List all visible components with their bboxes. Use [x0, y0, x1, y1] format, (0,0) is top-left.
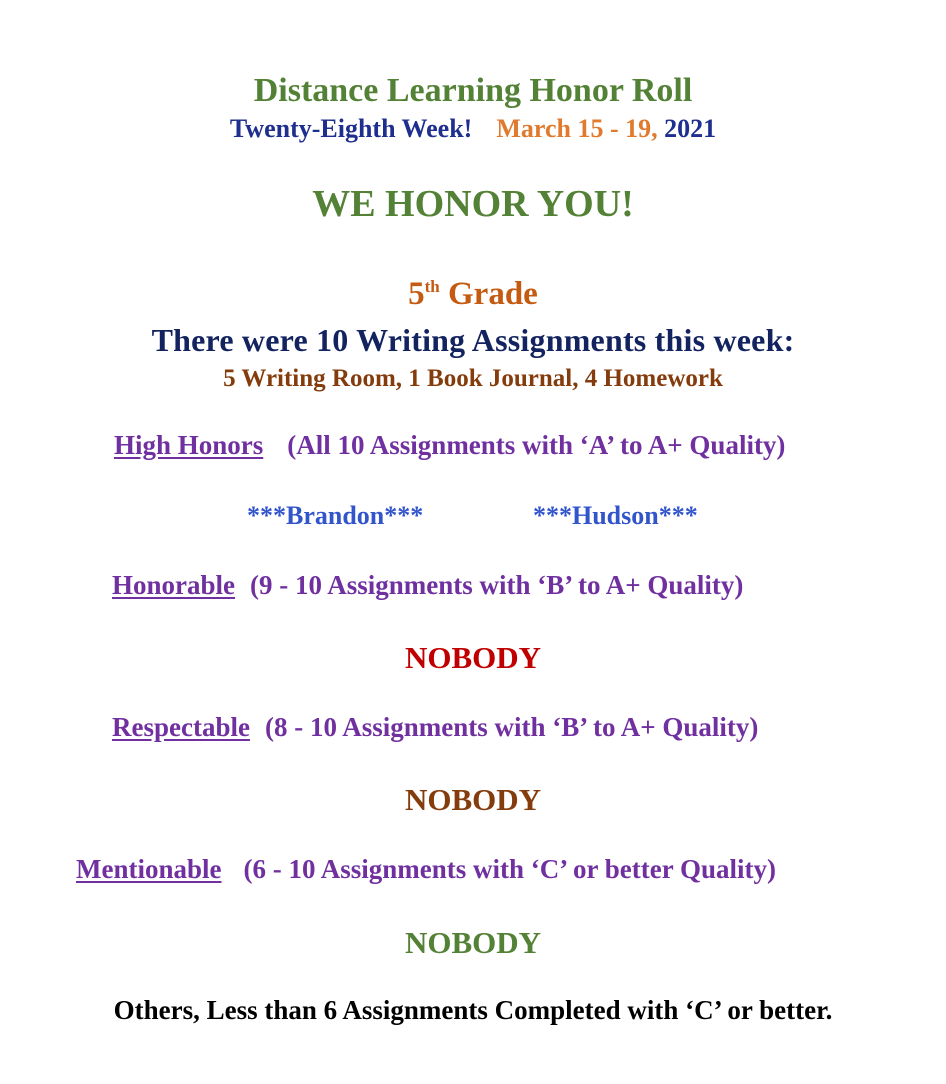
category-name: Mentionable [76, 854, 222, 884]
category-mentionable [76, 856, 776, 883]
date-range: March 15 - 19, [496, 114, 658, 143]
assignment-breakdown: 5 Writing Room, 1 Book Journal, 4 Homework [223, 365, 723, 392]
page-title: Distance Learning Honor Roll [253, 72, 693, 109]
grade-number: 5 [408, 276, 425, 312]
category-name: Respectable [112, 712, 250, 742]
week-label: Twenty-Eighth Week! [229, 114, 473, 143]
grade-suffix: th [424, 277, 440, 296]
category-honorable [112, 572, 743, 599]
category-criteria: (8 - 10 Assignments with ‘B’ to A+ Quality) [264, 712, 759, 742]
banner-heading: WE HONOR YOU! [312, 183, 634, 225]
category-respectable [112, 714, 758, 741]
category-criteria: (All 10 Assignments with ‘A’ to A+ Quality) [287, 430, 786, 460]
week-line [0, 116, 946, 142]
result-nobody-mentionable: NOBODY [404, 925, 542, 960]
student-name: ***Hudson*** [533, 501, 698, 530]
result-nobody-honorable: NOBODY [404, 640, 542, 675]
year: 2021 [664, 114, 717, 143]
footer-note: Others, Less than 6 Assignments Completed with ‘C’ or better. [113, 995, 833, 1025]
assignment-summary: There were 10 Writing Assignments this week: [151, 322, 795, 358]
result-nobody-respectable: NOBODY [404, 782, 542, 817]
category-name: High Honors [114, 430, 264, 460]
student-name: ***Brandon*** [247, 501, 424, 530]
category-high-honors [114, 432, 785, 459]
category-criteria: (9 - 10 Assignments with ‘B’ to A+ Quality) [250, 570, 744, 600]
grade-word: Grade [448, 276, 538, 312]
category-criteria: (6 - 10 Assignments with ‘C’ or better Quality) [243, 854, 776, 884]
grade-heading [0, 278, 946, 311]
category-name: Honorable [112, 570, 236, 600]
